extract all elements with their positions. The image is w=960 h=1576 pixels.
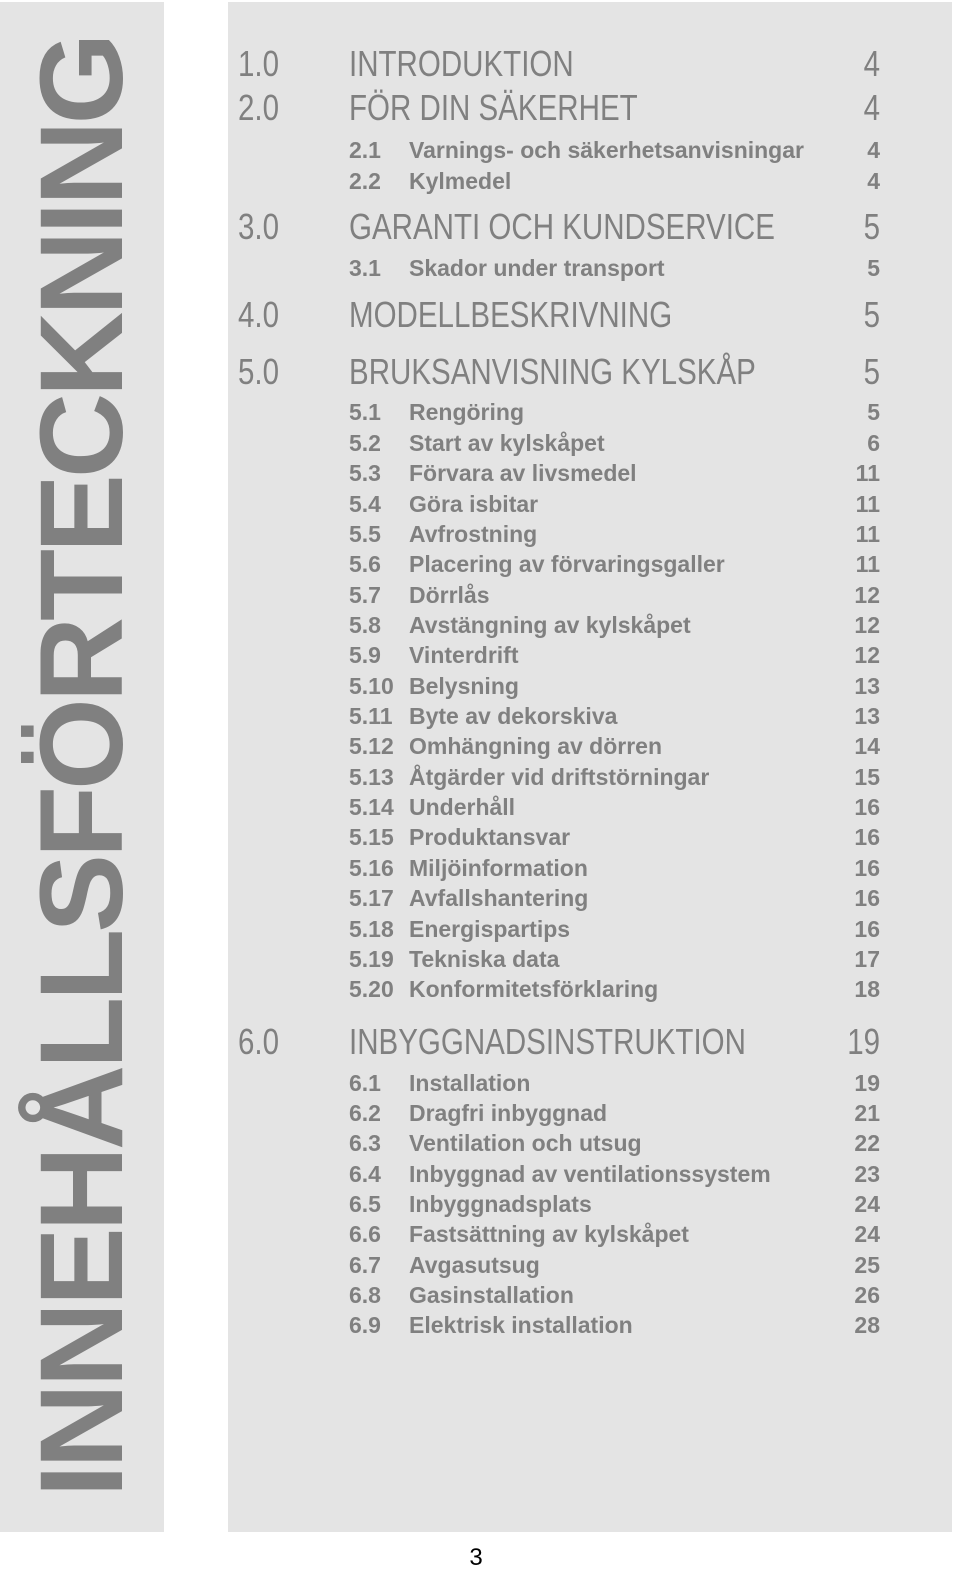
toc-entry[interactable] [228,1220,952,1248]
toc-page: 22 [854,1130,880,1156]
toc-page: 4 [867,168,880,194]
toc-entry[interactable] [228,459,952,487]
toc-number: 5.8 [349,612,381,638]
toc-title: Avfrostning [409,521,538,547]
toc-title: Avstängning av kylskåpet [409,612,691,638]
toc-title: Start av kylskåpet [409,430,605,456]
toc-page: 16 [854,794,880,820]
toc-number: 4.0 [238,294,280,335]
toc-title: Fastsättning av kylskåpet [409,1221,689,1247]
toc-title: Ventilation och utsug [409,1130,642,1156]
toc-entry[interactable] [228,550,952,578]
toc-entry[interactable] [228,793,952,821]
toc-entry[interactable] [228,490,952,518]
toc-entry[interactable] [228,1099,952,1127]
toc-number: 5.11 [349,703,393,729]
toc-title: Åtgärder vid driftstörningar [409,764,710,790]
toc-page: 13 [854,673,880,699]
toc-title: Inbyggnadsplats [409,1191,592,1217]
toc-entry[interactable] [228,254,952,282]
toc-page: 16 [854,855,880,881]
toc-page: 12 [854,582,880,608]
toc-page: 16 [854,885,880,911]
toc-page: 5 [863,294,880,335]
toc-number: 5.15 [349,824,394,850]
toc-number: 6.9 [349,1312,381,1338]
toc-number: 5.12 [349,733,394,759]
toc-title: Installation [409,1070,531,1096]
toc-section-heading[interactable] [228,295,952,335]
toc-number: 5.17 [349,885,394,911]
toc-title: Vinterdrift [409,642,519,668]
toc-number: 5.14 [349,794,394,820]
toc-section-heading[interactable] [228,44,952,84]
toc-page: 21 [854,1100,880,1126]
toc-page: 5 [863,206,880,247]
toc-entry[interactable] [228,611,952,639]
toc-page: 5 [867,255,880,281]
toc-title: Avfallshantering [409,885,589,911]
toc-title: Varnings- och säkerhetsanvisningar [409,137,804,163]
toc-page: 25 [854,1252,880,1278]
toc-number: 5.18 [349,916,394,942]
toc-page: 11 [855,460,880,486]
toc-number: 5.0 [238,351,280,392]
toc-page: 14 [854,733,880,759]
toc-entry[interactable] [228,702,952,730]
toc-number: 5.2 [349,430,381,456]
toc-entry[interactable] [228,1190,952,1218]
toc-page: 19 [847,1021,880,1062]
toc-title: Omhängning av dörren [409,733,663,759]
toc-number: 5.13 [349,764,394,790]
toc-title: Energispartips [409,916,571,942]
toc-title: Göra isbitar [409,491,539,517]
page-number: 3 [469,1544,483,1571]
toc-title: Skador under transport [409,255,665,281]
toc-page: 16 [854,916,880,942]
toc-title: BRUKSANVISNING KYLSKÅP [349,351,756,392]
toc-title: FÖR DIN SÄKERHET [349,87,638,128]
table-of-contents [228,2,952,1532]
toc-number: 5.16 [349,855,394,881]
toc-number: 5.20 [349,976,394,1002]
toc-page: 11 [855,551,880,577]
toc-title: Elektrisk installation [409,1312,633,1338]
toc-number: 5.5 [349,521,381,547]
toc-section-heading[interactable] [228,352,952,392]
toc-number: 6.8 [349,1282,381,1308]
side-title: INNEHÅLLSFÖRTECKNING [16,36,148,1498]
toc-title: MODELLBESKRIVNING [349,294,673,335]
toc-number: 6.5 [349,1191,381,1217]
toc-entry[interactable] [228,915,952,943]
toc-number: 6.2 [349,1100,381,1126]
toc-title: Belysning [409,673,519,699]
toc-title: Miljöinformation [409,855,588,881]
toc-page: 16 [854,824,880,850]
toc-number: 6.4 [349,1161,381,1187]
toc-page: 4 [867,137,880,163]
toc-title: Dragfri inbyggnad [409,1100,608,1126]
toc-number: 6.0 [238,1021,280,1062]
toc-number: 6.1 [349,1070,381,1096]
toc-entry[interactable] [228,1251,952,1279]
toc-number: 6.7 [349,1252,381,1278]
toc-page: 5 [867,399,880,425]
toc-entry[interactable] [228,1311,952,1339]
toc-number: 5.1 [349,399,381,425]
toc-number: 5.10 [349,673,394,699]
toc-page: 4 [863,43,880,84]
toc-entry[interactable] [228,398,952,426]
toc-title: INTRODUKTION [349,43,574,84]
toc-page: 17 [854,946,880,972]
toc-number: 5.9 [349,642,381,668]
toc-section-heading[interactable] [228,1022,952,1062]
toc-entry[interactable] [228,1069,952,1097]
toc-entry[interactable] [228,945,952,973]
toc-title: Konformitetsförklaring [409,976,659,1002]
toc-entry[interactable] [228,854,952,882]
toc-title: Produktansvar [409,824,571,850]
toc-page: 6 [867,430,880,456]
toc-number: 2.0 [238,87,280,128]
toc-page: 11 [855,491,880,517]
toc-title: Avgasutsug [409,1252,540,1278]
toc-page: 26 [854,1282,880,1308]
toc-title: Gasinstallation [409,1282,574,1308]
toc-page: 11 [855,521,880,547]
toc-page: 13 [854,703,880,729]
toc-entry[interactable] [228,763,952,791]
toc-entry[interactable] [228,641,952,669]
toc-title: Placering av förvaringsgaller [409,551,725,577]
toc-title: Förvara av livsmedel [409,460,637,486]
toc-number: 6.3 [349,1130,381,1156]
toc-page: 24 [854,1221,880,1247]
toc-entry[interactable] [228,136,952,164]
toc-title: Dörrlås [409,582,490,608]
toc-title: Tekniska data [409,946,560,972]
toc-number: 2.2 [349,168,381,194]
toc-number: 3.1 [349,255,381,281]
toc-entry[interactable] [228,581,952,609]
toc-entry[interactable] [228,167,952,195]
toc-number: 3.0 [238,206,280,247]
toc-entry[interactable] [228,884,952,912]
toc-page: 4 [863,87,880,128]
toc-entry[interactable] [228,823,952,851]
toc-page: 12 [854,612,880,638]
toc-number: 5.6 [349,551,381,577]
toc-number: 5.4 [349,491,381,517]
toc-title: INBYGGNADSINSTRUKTION [349,1021,746,1062]
toc-page: 12 [854,642,880,668]
toc-entry[interactable] [228,732,952,760]
toc-title: Kylmedel [409,168,512,194]
toc-title: Byte av dekorskiva [409,703,618,729]
toc-entry[interactable] [228,1281,952,1309]
toc-number: 1.0 [238,43,280,84]
toc-page: 18 [854,976,880,1002]
toc-page: 23 [854,1161,880,1187]
toc-page: 5 [863,351,880,392]
toc-page: 28 [854,1312,880,1338]
toc-number: 5.7 [349,582,381,608]
toc-page: 15 [854,764,880,790]
toc-title: Inbyggnad av ventilationssystem [409,1161,771,1187]
side-band [0,2,164,1532]
toc-number: 5.3 [349,460,381,486]
toc-section-heading[interactable] [228,88,952,128]
toc-page: 24 [854,1191,880,1217]
toc-title: GARANTI OCH KUNDSERVICE [349,206,775,247]
toc-title: Underhåll [409,794,516,820]
toc-title: Rengöring [409,399,524,425]
toc-entry[interactable] [228,429,952,457]
toc-entry[interactable] [228,1129,952,1157]
toc-entry[interactable] [228,672,952,700]
toc-number: 5.19 [349,946,394,972]
toc-entry[interactable] [228,520,952,548]
toc-number: 6.6 [349,1221,381,1247]
toc-page: 19 [854,1070,880,1096]
toc-entry[interactable] [228,975,952,1003]
toc-section-heading[interactable] [228,207,952,247]
toc-entry[interactable] [228,1160,952,1188]
toc-number: 2.1 [349,137,381,163]
